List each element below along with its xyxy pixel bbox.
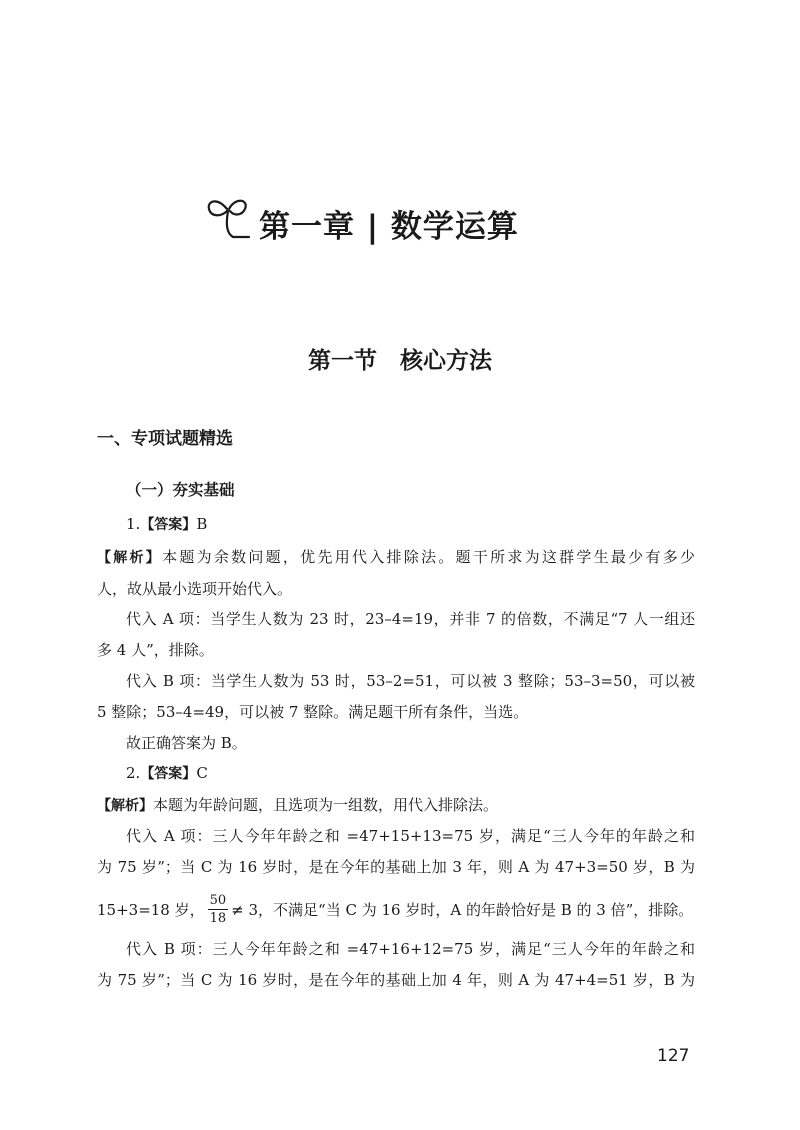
q1-analysis-line-1: [97, 547, 695, 568]
q2-answer-line: [126, 763, 208, 784]
q1-analysis-text-1: 本题为余数问题，优先用代入排除法。题干所求为这群学生最少有多少: [162, 548, 695, 566]
q1-analysis-tag: 【解析】: [97, 550, 163, 566]
q1-answer-line: [126, 514, 207, 535]
chapter-title: 第一章 | 数学运算: [259, 208, 519, 245]
q2-option-b-line-1: 代入 B 项：三人今年年龄之和 =47+16+12=75 岁，满足“三人今年的年龄之和: [126, 940, 695, 958]
heading-level-2: （一）夯实基础: [126, 481, 235, 499]
q2-formula-prefix: 15+3=18 岁，: [97, 900, 205, 919]
q2-answer-tag: 【答案】: [140, 766, 197, 782]
q2-analysis-text-1: 本题为年龄问题，且选项为一组数，用代入排除法。: [153, 796, 499, 814]
section-title: 第一节 核心方法: [308, 348, 492, 374]
q2-formula-suffix: ≠ 3，不满足“当 C 为 16 岁时，A 的年龄恰好是 B 的 3 倍”，排除。: [231, 900, 694, 919]
q2-option-b-line-2: 为 75 岁”；当 C 为 16 岁时，是在今年的基础上加 4 年，则 A 为 47+4=51 岁，B 为: [97, 971, 695, 989]
q1-option-a-line-2: 多 4 人”，排除。: [97, 641, 214, 659]
q2-option-a-line-1: 代入 A 项：三人今年年龄之和 =47+15+13=75 岁，满足“三人今年的年龄之和: [126, 827, 695, 845]
q2-analysis-line-1: [97, 795, 498, 816]
q1-option-b-line-2: 5 整除；53–4=49，可以被 7 整除。满足题干所有条件，当选。: [97, 703, 529, 721]
sprout-icon: [205, 193, 257, 253]
heading-level-1: 一、专项试题精选: [97, 429, 233, 449]
fraction-denominator: 18: [209, 910, 227, 926]
q2-option-a-line-3: [97, 889, 693, 929]
q2-number: 2.: [126, 764, 141, 782]
q2-option-a-line-2: 为 75 岁”；当 C 为 16 岁时，是在今年的基础上加 3 年，则 A 为 47+3=50 岁，B 为: [97, 858, 695, 876]
q1-answer-tag: 【答案】: [140, 517, 197, 533]
fraction: [208, 893, 229, 926]
q2-answer: C: [196, 764, 208, 782]
q1-answer: B: [196, 515, 208, 533]
q1-number: 1.: [126, 515, 141, 533]
q1-conclusion: 故正确答案为 B。: [126, 734, 247, 752]
page-number: 127: [657, 1046, 690, 1066]
q1-option-a-line-1: 代入 A 项：当学生人数为 23 时，23–4=19，并非 7 的倍数，不满足“7 人一组还: [126, 610, 695, 628]
q1-analysis-line-2: 人，故从最小选项开始代入。: [97, 580, 293, 598]
q2-analysis-tag: 【解析】: [97, 798, 153, 814]
q1-option-b-line-1: 代入 B 项：当学生人数为 53 时，53–2=51，可以被 3 整除；53–3=50，可以被: [126, 672, 695, 690]
fraction-numerator: 50: [209, 892, 227, 908]
chapter-heading: [205, 193, 519, 253]
